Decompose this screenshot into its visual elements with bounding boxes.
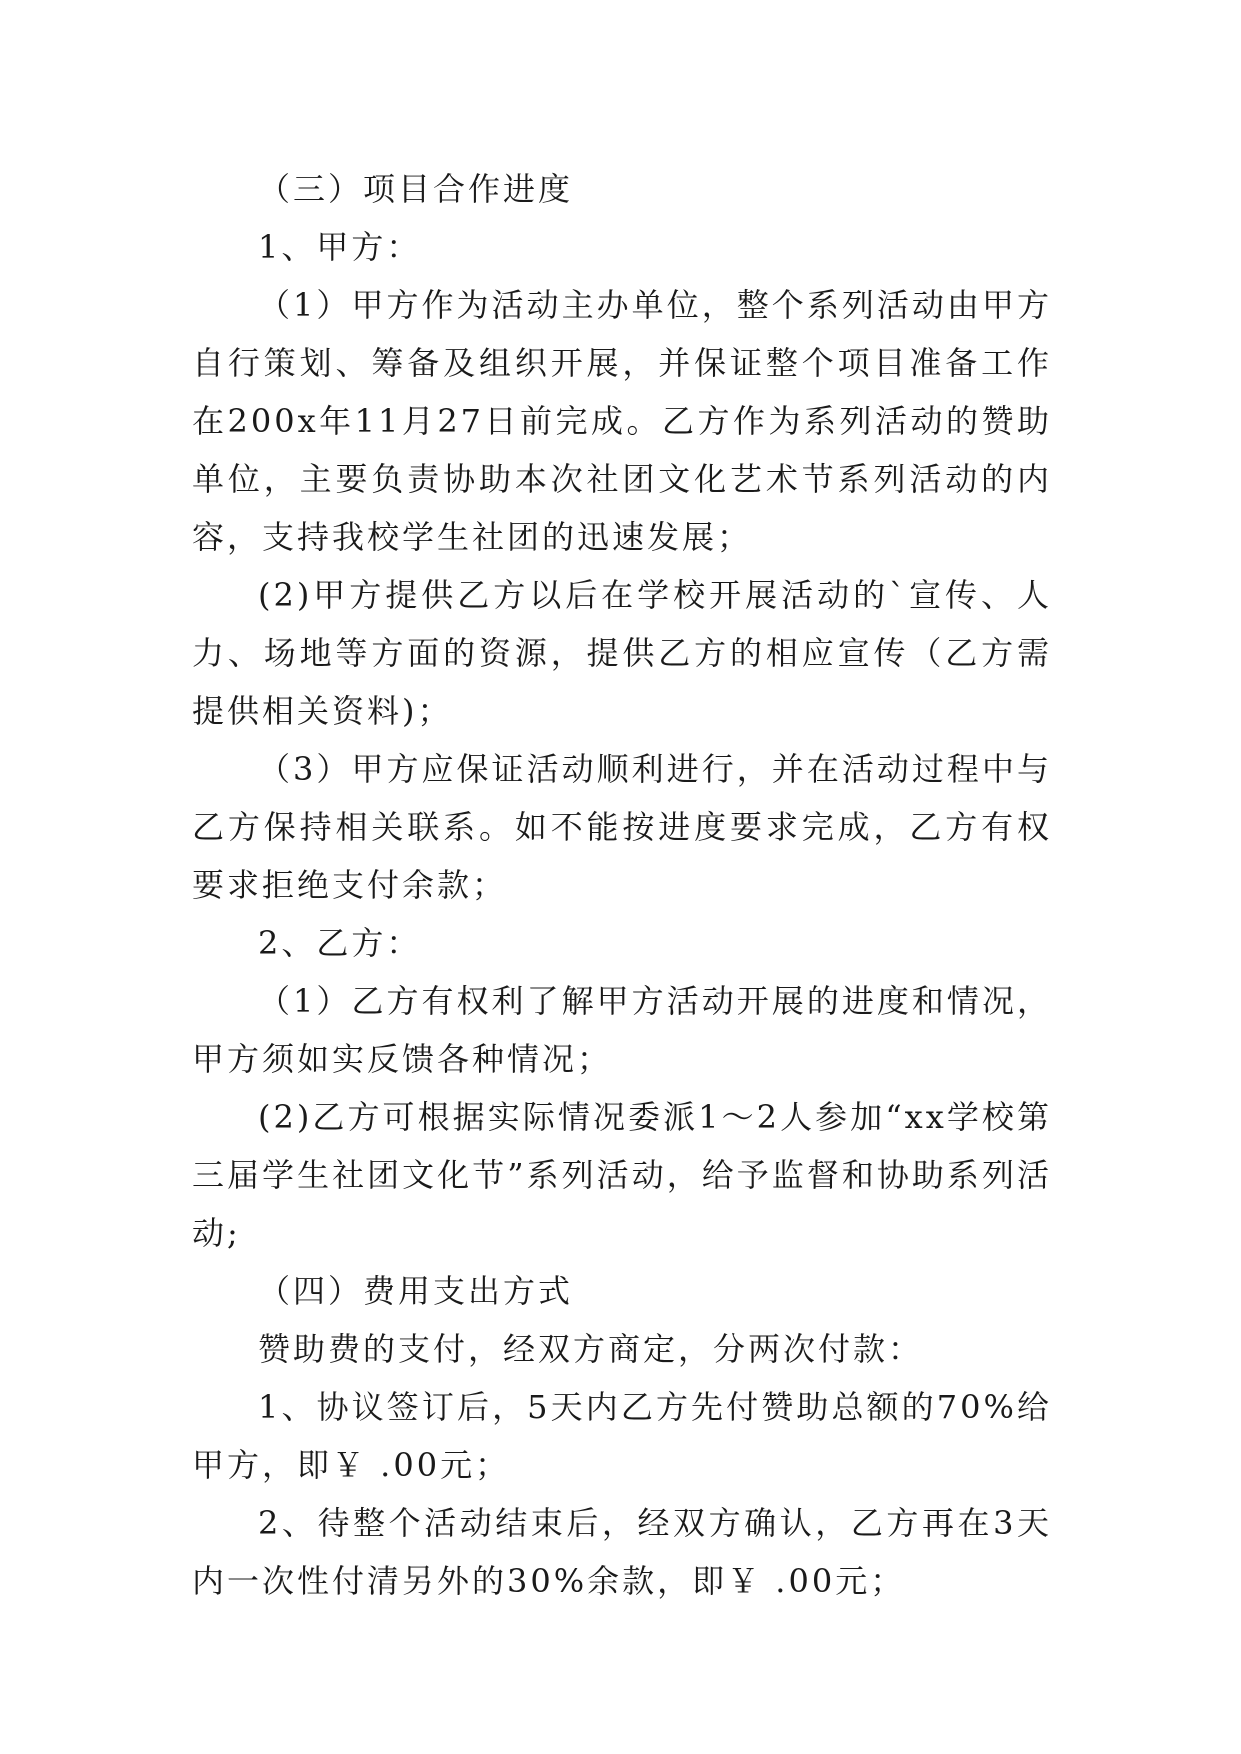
document-page — [192, 160, 1052, 1610]
payment-intro: 赞助费的支付，经双方商定，分两次付款： — [258, 1330, 924, 1368]
party-b-heading: 2、乙方： — [258, 924, 422, 962]
party-a-clause-3: （3）甲方应保证活动顺利进行，并在活动过程中与乙方保持相关联系。如不能按进度要求完成，乙方有权要求拒绝支付余款； — [192, 750, 1052, 904]
party-b-clause-1: （1）乙方有权利了解甲方活动开展的进度和情况，甲方须如实反馈各种情况； — [192, 982, 1052, 1078]
payment-item-2: 2、待整个活动结束后，经双方确认，乙方再在3天内一次性付清另外的30%余款，即￥ .00元； — [192, 1504, 1052, 1600]
section-heading-payment: （四）费用支出方式 — [258, 1272, 574, 1310]
party-b-clause-2: (2)乙方可根据实际情况委派1～2人参加“xx学校第三届学生社团文化节”系列活动，给予监督和协助系列活动; — [192, 1098, 1052, 1252]
payment-item-1: 1、协议签订后，5天内乙方先付赞助总额的70%给甲方，即￥ .00元； — [192, 1388, 1052, 1484]
party-a-clause-1: （1）甲方作为活动主办单位，整个系列活动由甲方自行策划、筹备及组织开展，并保证整个项目准备工作在200x年11月27日前完成。乙方作为系列活动的赞助单位，主要负责协助本次社团文化艺术节系列活动的内容，支持我校学生社团的迅速发展； — [192, 286, 1052, 556]
section-heading-project-progress: （三）项目合作进度 — [258, 170, 574, 208]
party-a-clause-2: (2)甲方提供乙方以后在学校开展活动的`宣传、人力、场地等方面的资源，提供乙方的相应宣传（乙方需提供相关资料)； — [192, 576, 1052, 730]
party-a-heading: 1、甲方： — [258, 228, 422, 266]
